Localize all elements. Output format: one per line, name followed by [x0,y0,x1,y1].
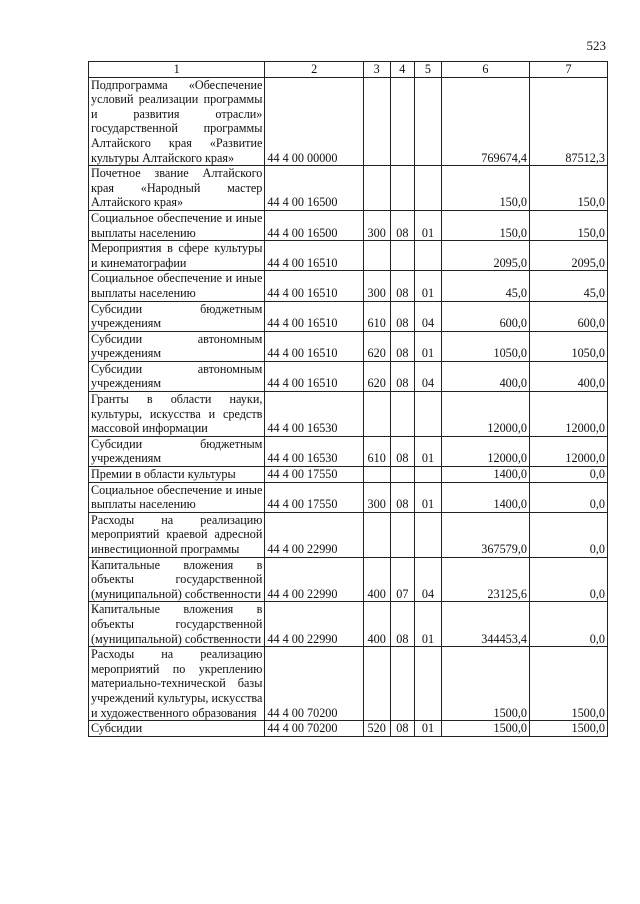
row-pr-cell [415,77,442,166]
row-vr-cell: 400 [363,557,390,602]
row-code-cell: 44 4 00 16510 [265,301,363,331]
row-code-cell: 44 4 00 16510 [265,331,363,361]
row-code-cell: 44 4 00 16510 [265,271,363,301]
row-rz-cell [390,166,415,211]
row-sum-1-cell: 2095,0 [441,241,529,271]
row-name-cell: Расходы на реализацию мероприятий по укреплению материально-технической базы учреждений культуры, искусства и художественного образования [89,647,265,721]
row-sum-2-cell: 12000,0 [529,392,607,437]
row-rz-cell: 08 [390,361,415,391]
table-row [89,241,608,271]
table-row [89,361,608,391]
table-row [89,647,608,721]
row-rz-cell [390,392,415,437]
row-vr-cell [363,392,390,437]
row-pr-cell [415,467,442,483]
row-vr-cell: 610 [363,436,390,466]
row-sum-1-cell: 45,0 [441,271,529,301]
row-pr-cell [415,512,442,557]
header-cell-sum-2: 7 [529,62,607,78]
row-sum-1-cell: 769674,4 [441,77,529,166]
row-vr-cell [363,166,390,211]
table-row [89,512,608,557]
row-rz-cell [390,647,415,721]
row-sum-1-cell: 12000,0 [441,436,529,466]
table-row [89,301,608,331]
row-sum-1-cell: 23125,6 [441,557,529,602]
row-pr-cell: 01 [415,271,442,301]
row-name-cell: Социальное обеспечение и иные выплаты населению [89,482,265,512]
row-name-cell: Премии в области культуры [89,467,265,483]
table-row [89,392,608,437]
header-row [89,62,608,78]
table-body [89,77,608,736]
row-sum-2-cell: 0,0 [529,467,607,483]
row-pr-cell [415,647,442,721]
row-pr-cell: 01 [415,482,442,512]
row-name-cell: Субсидии автономным учреждениям [89,331,265,361]
row-code-cell: 44 4 00 16500 [265,166,363,211]
row-name-cell: Расходы на реализацию мероприятий краевой адресной инвестиционной программы [89,512,265,557]
row-vr-cell [363,241,390,271]
row-pr-cell: 01 [415,210,442,240]
row-sum-1-cell: 1400,0 [441,482,529,512]
row-sum-2-cell: 0,0 [529,602,607,647]
row-code-cell: 44 4 00 16530 [265,392,363,437]
row-rz-cell: 08 [390,271,415,301]
row-pr-cell: 01 [415,436,442,466]
table-row [89,331,608,361]
budget-table [88,61,608,737]
row-sum-1-cell: 1500,0 [441,721,529,737]
row-name-cell: Мероприятия в сфере культуры и кинематографии [89,241,265,271]
row-vr-cell: 610 [363,301,390,331]
row-pr-cell: 01 [415,721,442,737]
table-row [89,210,608,240]
page-number: 523 [586,38,606,53]
row-code-cell: 44 4 00 22990 [265,512,363,557]
row-sum-2-cell: 0,0 [529,512,607,557]
row-sum-2-cell: 600,0 [529,301,607,331]
row-code-cell: 44 4 00 17550 [265,482,363,512]
row-vr-cell: 300 [363,271,390,301]
row-sum-2-cell: 12000,0 [529,436,607,466]
row-code-cell: 44 4 00 16500 [265,210,363,240]
row-pr-cell: 04 [415,301,442,331]
row-sum-1-cell: 150,0 [441,210,529,240]
row-sum-1-cell: 400,0 [441,361,529,391]
row-sum-2-cell: 87512,3 [529,77,607,166]
row-sum-1-cell: 600,0 [441,301,529,331]
row-sum-1-cell: 344453,4 [441,602,529,647]
table-row [89,467,608,483]
row-name-cell: Почетное звание Алтайского края «Народный мастер Алтайского края» [89,166,265,211]
row-pr-cell: 04 [415,557,442,602]
row-rz-cell: 08 [390,301,415,331]
row-vr-cell: 620 [363,331,390,361]
table-row [89,436,608,466]
row-sum-1-cell: 1050,0 [441,331,529,361]
row-pr-cell: 01 [415,602,442,647]
row-name-cell: Капитальные вложения в объекты государственной (муниципальной) собственности [89,557,265,602]
header-cell-vr: 3 [363,62,390,78]
row-code-cell: 44 4 00 16510 [265,361,363,391]
row-rz-cell: 08 [390,331,415,361]
row-rz-cell: 08 [390,602,415,647]
row-code-cell: 44 4 00 70200 [265,647,363,721]
row-sum-2-cell: 150,0 [529,210,607,240]
row-vr-cell [363,512,390,557]
row-sum-2-cell: 150,0 [529,166,607,211]
row-name-cell: Капитальные вложения в объекты государственной (муниципальной) собственности [89,602,265,647]
row-code-cell: 44 4 00 16510 [265,241,363,271]
row-vr-cell [363,77,390,166]
row-sum-1-cell: 367579,0 [441,512,529,557]
row-name-cell: Субсидии бюджетным учреждениям [89,436,265,466]
table-row [89,557,608,602]
row-code-cell: 44 4 00 70200 [265,721,363,737]
row-sum-1-cell: 150,0 [441,166,529,211]
row-pr-cell [415,166,442,211]
row-rz-cell: 08 [390,210,415,240]
table-row [89,166,608,211]
header-cell-code: 2 [265,62,363,78]
row-code-cell: 44 4 00 22990 [265,602,363,647]
row-name-cell: Субсидии автономным учреждениям [89,361,265,391]
row-vr-cell: 300 [363,482,390,512]
row-sum-1-cell: 1400,0 [441,467,529,483]
row-pr-cell: 04 [415,361,442,391]
row-vr-cell: 620 [363,361,390,391]
row-vr-cell: 400 [363,602,390,647]
row-rz-cell [390,467,415,483]
row-name-cell: Субсидии бюджетным учреждениям [89,301,265,331]
row-rz-cell [390,512,415,557]
row-pr-cell [415,241,442,271]
row-sum-1-cell: 1500,0 [441,647,529,721]
row-pr-cell: 01 [415,331,442,361]
row-sum-2-cell: 45,0 [529,271,607,301]
row-name-cell: Социальное обеспечение и иные выплаты населению [89,210,265,240]
row-vr-cell: 520 [363,721,390,737]
row-rz-cell: 08 [390,721,415,737]
row-code-cell: 44 4 00 22990 [265,557,363,602]
row-sum-2-cell: 1500,0 [529,647,607,721]
row-sum-2-cell: 1050,0 [529,331,607,361]
row-rz-cell: 08 [390,436,415,466]
row-sum-2-cell: 0,0 [529,482,607,512]
header-cell-name: 1 [89,62,265,78]
header-cell-rz: 4 [390,62,415,78]
row-vr-cell [363,647,390,721]
row-code-cell: 44 4 00 00000 [265,77,363,166]
row-sum-1-cell: 12000,0 [441,392,529,437]
table-row [89,602,608,647]
row-sum-2-cell: 0,0 [529,557,607,602]
table-row [89,482,608,512]
table-row [89,721,608,737]
row-vr-cell [363,467,390,483]
row-name-cell: Субсидии [89,721,265,737]
row-sum-2-cell: 1500,0 [529,721,607,737]
table-row [89,77,608,166]
row-vr-cell: 300 [363,210,390,240]
row-rz-cell: 07 [390,557,415,602]
row-code-cell: 44 4 00 17550 [265,467,363,483]
row-sum-2-cell: 2095,0 [529,241,607,271]
row-pr-cell [415,392,442,437]
row-sum-2-cell: 400,0 [529,361,607,391]
header-cell-sum-1: 6 [441,62,529,78]
row-rz-cell [390,77,415,166]
row-rz-cell: 08 [390,482,415,512]
row-code-cell: 44 4 00 16530 [265,436,363,466]
row-rz-cell [390,241,415,271]
header-cell-pr: 5 [415,62,442,78]
row-name-cell: Социальное обеспечение и иные выплаты населению [89,271,265,301]
row-name-cell: Подпрограмма «Обеспечение условий реализации программы и развития отрасли» государственной программы Алтайского края «Развитие культуры Алтайского края» [89,77,265,166]
row-name-cell: Гранты в области науки, культуры, искусства и средств массовой информации [89,392,265,437]
table-row [89,271,608,301]
